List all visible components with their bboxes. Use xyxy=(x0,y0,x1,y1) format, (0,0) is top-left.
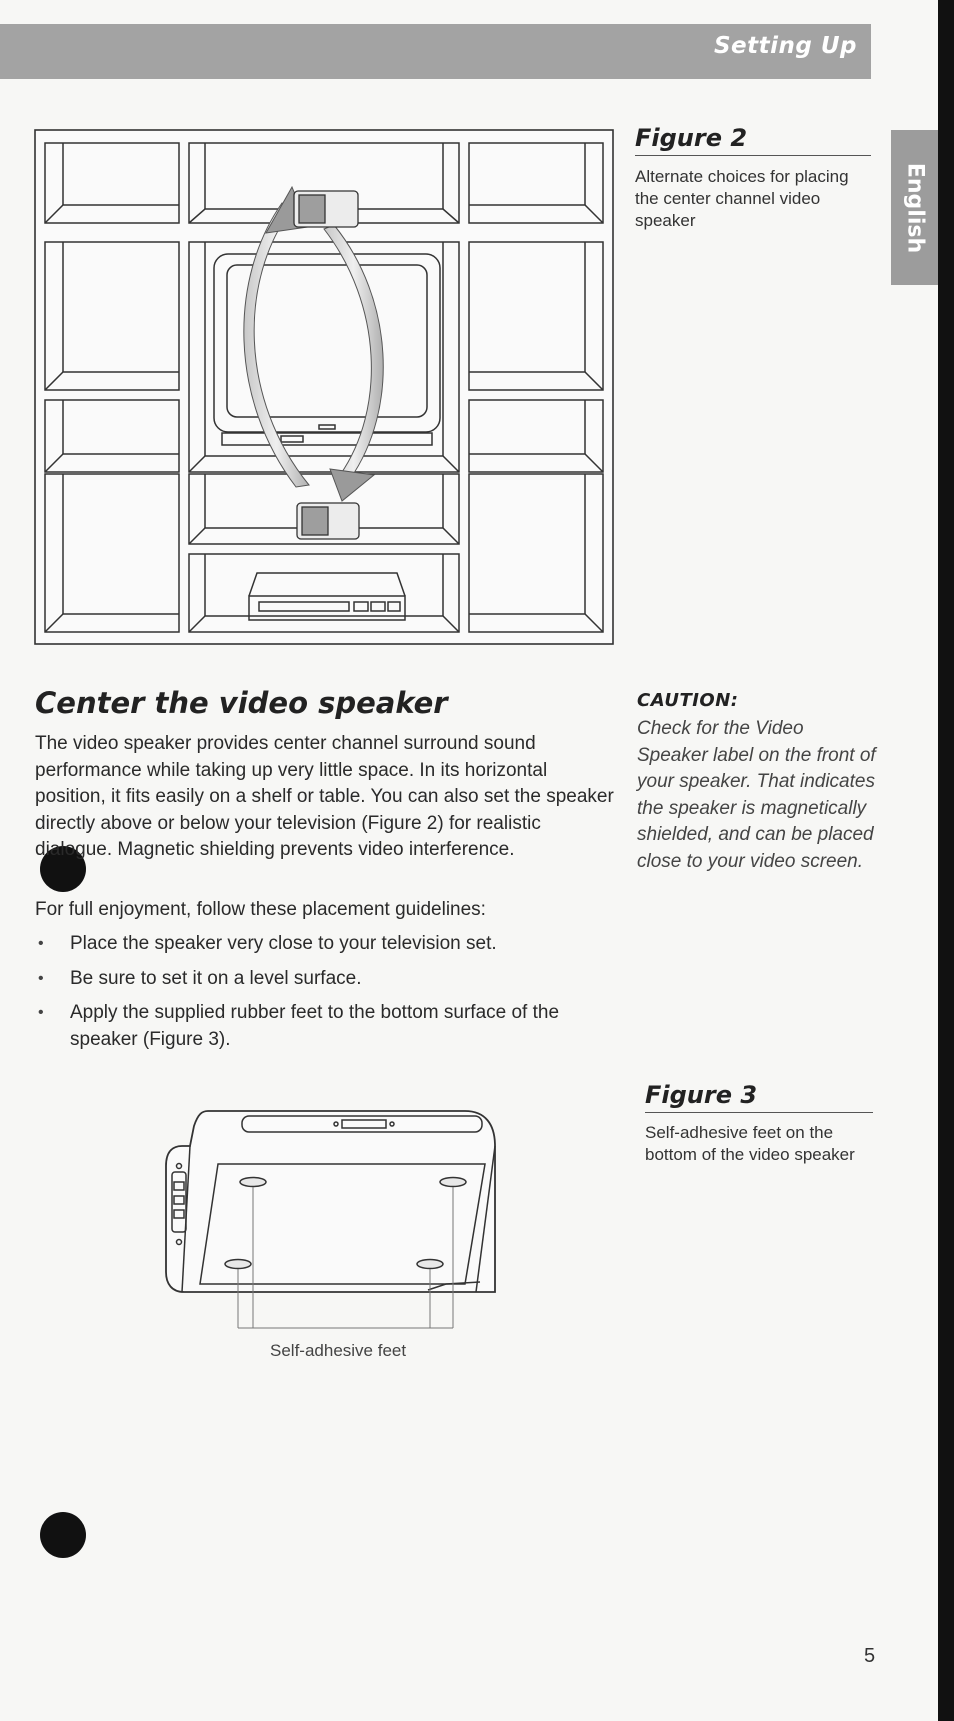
figure2-caption: Alternate choices for placing the center channel video speaker xyxy=(635,167,849,230)
page-edge-shadow xyxy=(938,0,954,1721)
guidelines-list xyxy=(35,931,615,1061)
punch-hole-bottom xyxy=(40,1512,86,1558)
figure2-label: Figure 2 xyxy=(635,124,748,152)
guideline-item: • Apply the supplied rubber feet to the bottom surface of the speaker (Figure 3). xyxy=(35,1000,615,1053)
figure3-callout: Self-adhesive feet xyxy=(270,1341,407,1360)
figure3-rule xyxy=(645,1112,873,1113)
page-number: 5 xyxy=(864,1645,876,1667)
language-tab xyxy=(891,130,938,285)
section-header-title: Setting Up xyxy=(713,33,857,59)
figure2-illustration xyxy=(34,129,614,645)
section-paragraph: The video speaker provides center channel surround sound performance while taking up very little space. In its horizontal position, it fits easily on a shelf or table. You can also set the speaker directly above or below your television (Figure 2) for realistic dialogue. Magnetic shielding prevents video interference. xyxy=(35,733,614,860)
figure3-caption: Self-adhesive feet on the bottom of the video speaker xyxy=(645,1123,855,1164)
caution-title: CAUTION: xyxy=(637,690,739,711)
header-band xyxy=(0,24,871,79)
figure3-illustration xyxy=(160,1106,500,1332)
section-title: Center the video speaker xyxy=(35,686,448,720)
guideline-item: • Be sure to set it on a level surface. xyxy=(35,966,615,993)
guidelines-intro: For full enjoyment, follow these placement guidelines: xyxy=(35,899,486,920)
caution-text: Check for the Video Speaker label on the front of your speaker. That indicates the speaker is magnetically shielded, and can be placed close to your video screen. xyxy=(637,718,876,872)
figure3-label: Figure 3 xyxy=(645,1081,758,1109)
figure2-rule xyxy=(635,155,871,156)
language-tab-label: English xyxy=(902,162,927,253)
guideline-item: • Place the speaker very close to your television set. xyxy=(35,931,615,958)
